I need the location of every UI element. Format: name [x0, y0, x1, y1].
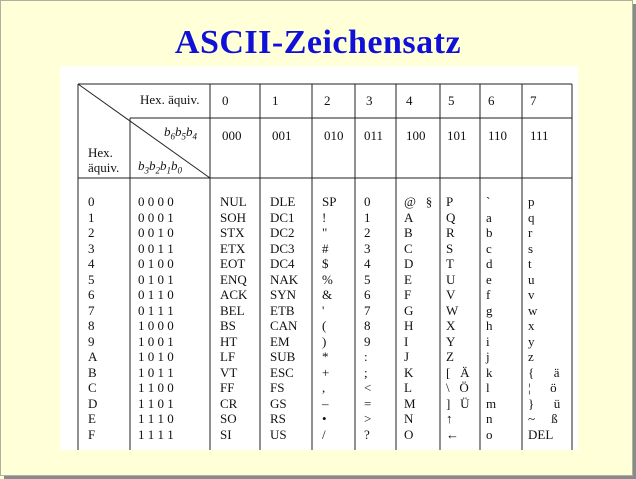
table-cell: $ — [322, 256, 329, 271]
table-cell: Y — [446, 333, 456, 349]
col-bin-0: 000 — [222, 128, 242, 143]
table-cell: ESC — [270, 364, 294, 380]
table-cell: < — [364, 380, 372, 395]
table-cell: ? — [364, 426, 370, 442]
table-cell: ETX — [220, 240, 246, 256]
col-hex-4: 4 — [406, 93, 413, 108]
ascii-table — [60, 66, 578, 450]
table-cell: l — [486, 380, 490, 395]
table-cell: 0 1 1 1 — [138, 302, 174, 318]
table-cell: U — [446, 271, 456, 287]
table-cell: E — [404, 271, 412, 287]
table-cell: ← — [446, 426, 459, 442]
table-cell: • — [322, 411, 327, 426]
col-hex-6: 6 — [488, 93, 495, 108]
table-cell: ↑ — [446, 411, 453, 426]
table-cell: SP — [322, 194, 337, 209]
col-hex-1: 1 — [272, 93, 279, 108]
table-cell: EOT — [220, 256, 246, 271]
table-cell: 8 — [88, 318, 95, 333]
table-cell: 7 — [88, 302, 95, 318]
table-cell: @ § — [404, 194, 433, 209]
table-cell: 1 1 0 1 — [138, 395, 174, 411]
table-cell: t — [528, 256, 532, 271]
col-hex-2: 2 — [324, 93, 331, 108]
table-cell: ; — [364, 364, 368, 380]
table-cell: 3 — [88, 240, 95, 256]
table-cell: 1 0 0 0 — [138, 318, 174, 333]
table-cell: 1 1 1 0 — [138, 411, 174, 426]
char-column-1 — [270, 194, 298, 442]
table-cell: DC1 — [270, 209, 295, 225]
table-cell: DC3 — [270, 240, 295, 256]
table-cell: DLE — [270, 194, 296, 209]
table-cell: 0 — [364, 194, 371, 209]
table-cell: 1 0 1 1 — [138, 364, 174, 380]
table-cell: FF — [220, 380, 235, 395]
table-cell: A — [88, 349, 98, 364]
table-cell: H — [404, 318, 414, 333]
table-cell: 0 0 0 1 — [138, 209, 174, 225]
table-cell: q — [528, 209, 535, 225]
col-bin-1: 001 — [272, 128, 292, 143]
table-cell: B — [88, 364, 97, 380]
table-cell: 0 — [88, 194, 95, 209]
table-cell: R — [446, 225, 455, 240]
char-column-7 — [528, 194, 560, 442]
table-cell: SOH — [220, 209, 247, 225]
table-cell: FS — [270, 380, 285, 395]
table-cell: 1 1 1 1 — [138, 426, 174, 442]
table-cell: BEL — [220, 302, 245, 318]
char-column-4 — [404, 194, 432, 442]
table-cell: DEL — [528, 426, 554, 442]
hex-equiv-left-label-2: äquiv. — [88, 160, 120, 175]
table-cell: { ä — [528, 364, 560, 380]
table-cell: F — [404, 287, 412, 302]
table-cell: VT — [220, 364, 238, 380]
table-cell: 1 — [88, 209, 95, 225]
table-cell: 8 — [364, 318, 371, 333]
table-cell: e — [486, 271, 492, 287]
table-cell: 5 — [364, 271, 371, 287]
table-cell: J — [404, 349, 410, 364]
table-cell: 5 — [88, 271, 95, 287]
table-cell: s — [528, 240, 534, 256]
table-cell: i — [486, 333, 490, 349]
table-cell: K — [404, 364, 414, 380]
table-cell: ` — [486, 194, 491, 209]
table-cell: m — [486, 395, 497, 411]
table-cell: 0 0 0 0 — [138, 194, 174, 209]
char-column-3 — [364, 194, 371, 442]
table-cell: " — [322, 225, 328, 240]
table-cell: NAK — [270, 271, 299, 287]
table-cell: 6 — [88, 287, 95, 302]
col-bin-5: 101 — [447, 128, 467, 143]
table-cell: S — [446, 240, 454, 256]
table-cell: V — [446, 287, 456, 302]
table-cell: : — [364, 349, 368, 364]
table-cell: D — [404, 256, 414, 271]
table-cell: DC2 — [270, 225, 295, 240]
col-hex-3: 3 — [366, 93, 373, 108]
table-cell: b — [486, 225, 493, 240]
table-cell: 1 0 0 1 — [138, 333, 174, 349]
table-cell: 7 — [364, 302, 371, 318]
table-cell: ACK — [220, 287, 248, 302]
table-cell: 1 — [364, 209, 371, 225]
table-cell: RS — [270, 411, 286, 426]
table-cell: ! — [322, 209, 327, 225]
col-hex-0: 0 — [222, 93, 229, 108]
table-cell: P — [446, 194, 454, 209]
table-cell: E — [88, 411, 96, 426]
table-cell: 0 1 0 0 — [138, 256, 174, 271]
table-cell: } ü — [528, 395, 561, 411]
table-cell: T — [446, 256, 454, 271]
table-cell: g — [486, 302, 493, 318]
table-cell: o — [486, 426, 493, 442]
table-cell: c — [486, 240, 492, 256]
table-cell: 4 — [364, 256, 371, 271]
char-column-0 — [220, 194, 247, 442]
table-cell: DC4 — [270, 256, 295, 271]
row-hex-column — [88, 194, 97, 442]
table-cell: p — [528, 194, 535, 209]
table-cell: ' — [322, 302, 325, 318]
hex-equiv-left-label-1: Hex. — [88, 145, 113, 160]
table-cell: & — [322, 287, 333, 302]
char-column-5 — [446, 194, 469, 442]
table-cell: ENQ — [220, 271, 247, 287]
table-cell: Z — [446, 349, 454, 364]
hex-equiv-top-label: Hex. äquiv. — [140, 92, 200, 107]
table-cell: M — [404, 395, 416, 411]
table-cell: 0 1 1 0 — [138, 287, 174, 302]
table-cell: \ Ö — [446, 380, 469, 395]
table-cell: EM — [270, 333, 290, 349]
table-cell: NUL — [220, 194, 247, 209]
col-bin-2: 010 — [324, 128, 344, 143]
col-bin-3: 011 — [364, 128, 384, 143]
table-cell: SO — [220, 411, 237, 426]
table-cell: 0 0 1 1 — [138, 240, 174, 256]
table-cell: SI — [220, 426, 232, 442]
table-cell: ~ ß — [528, 411, 558, 426]
col-bin-4: 100 — [406, 128, 426, 143]
table-cell: z — [528, 349, 534, 364]
table-cell: 2 — [88, 225, 95, 240]
table-cell: 0 1 0 1 — [138, 271, 174, 287]
table-cell: C — [404, 240, 413, 256]
table-cell: 9 — [364, 333, 371, 349]
table-cell: I — [404, 333, 409, 349]
table-cell: – — [322, 395, 329, 411]
table-cell: 6 — [364, 287, 371, 302]
table-cell: 1 1 0 0 — [138, 380, 174, 395]
table-cell: ( — [322, 318, 327, 333]
bits-low-label: $b_3b_2b_1b_0$ — [138, 158, 182, 176]
table-cell: G — [404, 302, 414, 318]
table-cell: / — [322, 426, 326, 442]
table-cell: A — [404, 209, 414, 225]
table-cell: n — [486, 411, 493, 426]
table-cell: j — [486, 349, 490, 364]
table-cell: F — [88, 426, 96, 442]
table-cell: US — [270, 426, 287, 442]
table-cell: W — [446, 302, 459, 318]
table-cell: SYN — [270, 287, 297, 302]
table-cell: y — [528, 333, 535, 349]
table-cell: k — [486, 364, 493, 380]
table-cell: 2 — [364, 225, 371, 240]
table-cell: h — [486, 318, 493, 333]
table-cell: Q — [446, 209, 456, 225]
table-cell: ] Ü — [446, 395, 470, 411]
table-cell: 1 0 1 0 — [138, 349, 174, 364]
table-cell: a — [486, 209, 492, 225]
table-cell: STX — [220, 225, 245, 240]
table-cell: ¦ ö — [528, 380, 557, 395]
table-cell: B — [404, 225, 413, 240]
col-bin-7: 111 — [530, 128, 549, 143]
table-cell: % — [322, 271, 333, 287]
table-cell: * — [322, 349, 329, 364]
table-cell: d — [486, 256, 493, 271]
table-cell: 9 — [88, 333, 95, 349]
table-cell: v — [528, 287, 535, 302]
table-cell: GS — [270, 395, 287, 411]
table-cell: CAN — [270, 318, 298, 333]
table-cell: LF — [220, 349, 236, 364]
table-cell: 3 — [364, 240, 371, 256]
table-cell: u — [528, 271, 535, 287]
table-cell: r — [528, 225, 533, 240]
table-cell: ETB — [270, 302, 295, 318]
table-cell: = — [364, 395, 372, 411]
table-cell: L — [404, 380, 412, 395]
table-cell: # — [322, 240, 329, 256]
table-cell: N — [404, 411, 414, 426]
char-column-6 — [486, 194, 496, 442]
table-cell: ) — [322, 333, 327, 349]
table-cell: 4 — [88, 256, 95, 271]
row-binary-column — [138, 194, 174, 442]
table-cell: 0 0 1 0 — [138, 225, 174, 240]
char-column-2 — [322, 194, 336, 442]
table-cell: X — [446, 318, 456, 333]
table-cell: > — [364, 411, 372, 426]
col-hex-7: 7 — [530, 93, 537, 108]
col-hex-5: 5 — [448, 93, 455, 108]
table-cell: x — [528, 318, 535, 333]
col-bin-6: 110 — [488, 128, 508, 143]
table-cell: SUB — [270, 349, 296, 364]
table-cell: [ Ä — [446, 364, 470, 380]
table-cell: O — [404, 426, 414, 442]
table-cell: CR — [220, 395, 238, 411]
table-cell: C — [88, 380, 97, 395]
slide-title: ASCII-Zeichensatz — [174, 24, 462, 61]
table-cell: BS — [220, 318, 236, 333]
table-cell: f — [486, 287, 491, 302]
table-cell: + — [322, 364, 330, 380]
table-cell: w — [528, 302, 538, 318]
table-cell: D — [88, 395, 98, 411]
bits-high-label: $b_6b_5b_4$ — [164, 124, 197, 142]
table-cell: , — [322, 380, 326, 395]
table-cell: HT — [220, 333, 238, 349]
